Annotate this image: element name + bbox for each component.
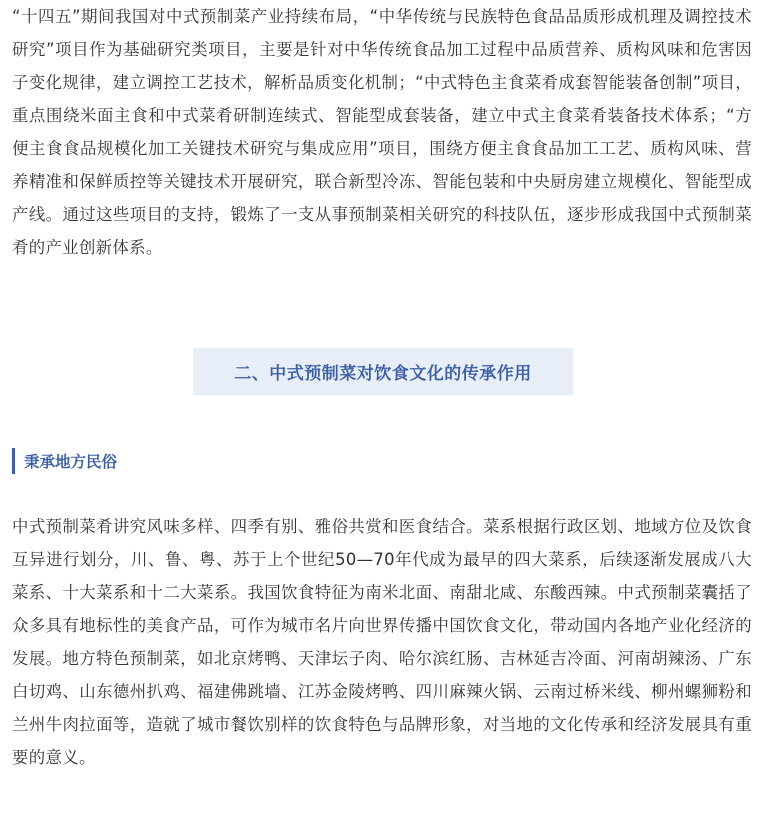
subheading (12, 446, 117, 476)
subheading-accent-bar (12, 448, 15, 474)
section-heading (193, 348, 573, 395)
subheading-text: 秉承地方民俗 (24, 453, 118, 471)
body-paragraph: “十四五”期间我国对中式预制菜产业持续布局，“中华传统与民族特色食品品质形成机理及调控技术研究”项目作为基础研究类项目，主要是针对中华传统食品加工过程中品质营养、质构风味和危害因子变化规律，建立调控工艺技术，解析品质变化机制；“中式特色主食菜肴成套智能装备创制”项目，重点围绕米面主食和中式菜肴研制连续式、智能型成套装备，建立中式主食菜肴装备技术体系；“方便主食食品规模化加工关键技术研究与集成应用”项目，围绕方便主食食品加工工艺、质构风味、营养精准和保鲜质控等关键技术开展研究，联合新型冷冻、智能包装和中央厨房建立规模化、智能型成产线。通过这些项目的支持，锻炼了一支从事预制菜相关研究的科技队伍，逐步形成我国中式预制菜肴的产业创新体系。 (12, 7, 752, 257)
body-paragraph: 中式预制菜肴讲究风味多样、四季有别、雅俗共赏和医食结合。菜系根据行政区划、地域方位及饮食互异进行划分，川、鲁、粤、苏于上个世纪50—70年代成为最早的四大菜系，后续逐渐发展成八大菜系、十大菜系和十二大菜系。我国饮食特征为南米北面、南甜北咸、东酸西辣。中式预制菜囊括了众多具有地标性的美食产品，可作为城市名片向世界传播中国饮食文化，带动国内各地产业化经济的发展。地方特色预制菜，如北京烤鸭、天津坛子肉、哈尔滨红肠、吉林延吉冷面、河南胡辣汤、广东白切鸡、山东德州扒鸡、福建佛跳墙、江苏金陵烤鸭、四川麻辣火锅、云南过桥米线、柳州螺狮粉和兰州牛肉拉面等，造就了城市餐饮别样的饮食特色与品牌形象，对当地的文化传承和经济发展具有重要的意义。 (12, 517, 752, 767)
section-heading-text: 二、中式预制菜对饮食文化的传承作用 (234, 364, 532, 384)
